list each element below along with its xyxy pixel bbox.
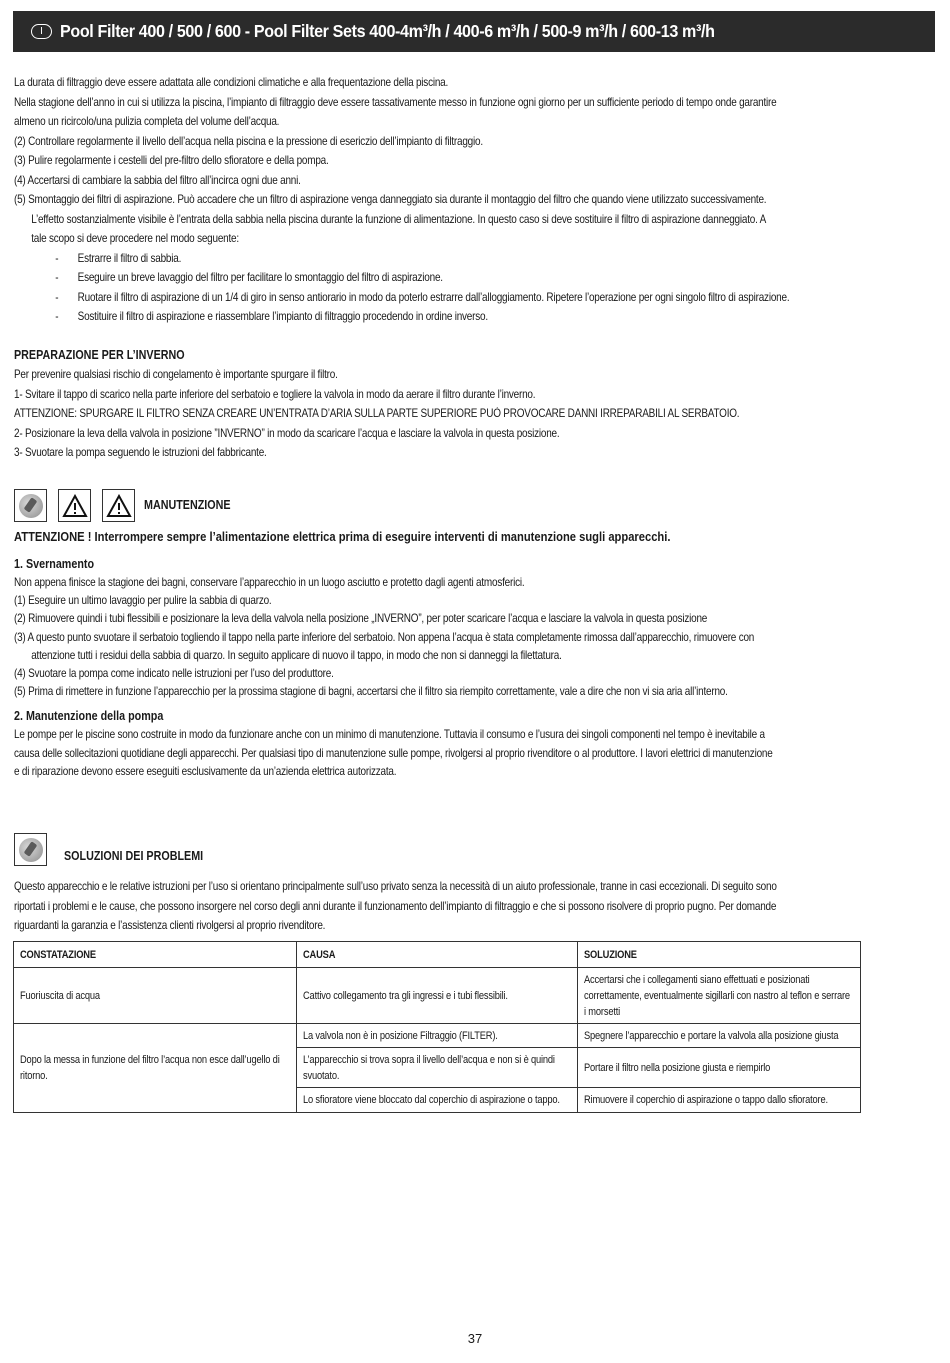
bullet-text: Ruotare il filtro di aspirazione di un 1/4 di giro in senso antiorario in modo da poterlo estrarre dall’alloggiamento. Ripetere l’operazione per ogni singolo filtro di aspirazione. [77, 290, 790, 304]
header-text: CAUSA [302, 948, 335, 961]
text-line: (4) Accertarsi di cambiare la sabbia del filtro all’incirca ogni due anni. [14, 173, 301, 187]
table-header-row [14, 942, 861, 968]
text-line: riguardanti la garanzia e l’assistenza clienti rivolgersi al proprio rivenditore. [14, 919, 326, 932]
text-line: Nella stagione dell’anno in cui si utilizza la piscina, l’impianto di filtraggio deve essere tassativamente messo in funzione ogni giorno per un sufficiente periodo di tempo onde garantire [14, 95, 777, 109]
table-cell [296, 1024, 578, 1048]
cell-text: Dopo la messa in funzione del filtro l’acqua non esce dall’ugello di ritorno. [20, 1054, 280, 1082]
warning-triangle-icon [58, 489, 91, 522]
text-line: La durata di filtraggio deve essere adattata alle condizioni climatiche e alla frequentazione della piscina. [14, 76, 449, 89]
cell-text: Spegnere l’apparecchio e portare la valvola alla posizione giusta [584, 1029, 839, 1042]
text-line: almeno un ricircolo/una pulizia completa del volume dell’acqua. [14, 115, 280, 128]
bullet-item: - Estrarre il filtro di sabbia. [55, 251, 182, 265]
text-line: tale scopo si deve procedere nel modo seguente: [31, 232, 239, 245]
section-heading: PREPARAZIONE PER L’INVERNO [14, 348, 185, 362]
text-line: 3- Svuotare la pompa seguendo le istruzioni del fabbricante. [14, 446, 267, 459]
table-cell [578, 1048, 861, 1088]
maintenance-heading: MANUTENZIONE [144, 498, 231, 512]
winter-section [14, 346, 874, 463]
header-text: SOLUZIONE [584, 948, 638, 961]
table-row [14, 1024, 861, 1048]
cell-text: Lo sfioratore viene bloccato dal coperchio di aspirazione o tappo. [302, 1094, 560, 1106]
text-line: (2) Rimuovere quindi i tubi flessibili e posizionare la leva della valvola nella posizione „INVERNO”, per poter scaricare l’acqua e lasciare la valvola in questa posizione [14, 612, 708, 626]
text-line: (3) Pulire regolarmente i cestelli del pre-filtro dello sfioratore e della pompa. [14, 154, 329, 167]
electrical-warning-icon [102, 489, 135, 522]
text-line: Questo apparecchio e le relative istruzioni per l’uso si orientano principalmente sull’uso privato senza la necessità di un aiuto professionale, tranne in casi eccezionali. Di seguito sono [14, 880, 777, 893]
cell-text: L’apparecchio si trova sopra il livello dell’acqua e non si è quindi svuotato. [302, 1053, 555, 1082]
cell-text: La valvola non è in posizione Filtraggio (FILTER). [302, 1029, 498, 1042]
troubleshooting-table [13, 941, 861, 1113]
text-line: (3) A questo punto svuotare il serbatoio togliendo il tappo nella parte inferiore del serbatoio. Non appena l’acqua è stata completamente rimossa dall’apparecchio, rimuovere con [14, 630, 755, 644]
troubleshooting-intro [14, 877, 874, 936]
troubleshooting-heading: SOLUZIONI DEI PROBLEMI [64, 849, 204, 863]
bullet-item: - Sostituire il filtro di aspirazione e riassemblare l’impianto di filtraggio procedendo in ordine inverso. [55, 310, 488, 323]
cell-text: Fuoriuscita di acqua [20, 989, 100, 1002]
table-cell [296, 1088, 578, 1113]
subsection-heading: 1. Svernamento [14, 557, 95, 571]
page-title: Pool Filter 400 / 500 / 600 - Pool Filter Sets 400-4m³/h / 400-6 m³/h / 500-9 m³/h / 600-13 m³/h [60, 21, 715, 41]
text-line: 2- Posizionare la leva della valvola in posizione ”INVERNO” in modo da scaricare l’acqua e lasciare la valvola in questa posizione. [14, 426, 560, 440]
maintenance-tool-icon [14, 489, 47, 522]
text-line: Non appena finisce la stagione dei bagni, conservare l’apparecchio in un luogo asciutto e protetto dagli agenti atmosferici. [14, 576, 525, 589]
bullet-text: Estrarre il filtro di sabbia. [77, 251, 182, 265]
cell-text: Accertarsi che i collegamenti siano effettuati e posizionati correttamente, eventualmente sigillarli con nastro al teflon e serrare i morsetti [584, 973, 851, 1018]
troubleshooting-tool-icon [14, 833, 47, 866]
text-line: Le pompe per le piscine sono costruite in modo da funzionare anche con un minimo di manutenzione. Tuttavia il consumo e l’usura dei singoli componenti nel tempo è inevitabile a [14, 728, 765, 742]
text-line: attenzione tutti i residui della sabbia di quarzo. In seguito applicare di nuovo il tappo, in modo che non si danneggi la filettatura. [31, 648, 562, 662]
table-cell [578, 968, 861, 1024]
maintenance-section [14, 527, 874, 781]
text-line: causa delle sollecitazioni quotidiane degli apparecchi. Per qualsiasi tipo di manutenzione sulle pompe, rivolgersi al proprio rivenditore o al produttore. I lavori elettrici di manutenzione [14, 746, 773, 760]
column-header [14, 942, 297, 968]
header-text: CONSTATAZIONE [20, 948, 96, 961]
subsection-heading: 2. Manutenzione della pompa [14, 709, 164, 724]
table-cell [296, 968, 578, 1024]
text-line: riportati i problemi e le cause, che possono insorgere nel corso degli anni durante il funzionamento dell’impianto di filtraggio e che si possono risolvere di proprio pugno. Per domande [14, 899, 777, 913]
text-line: (4) Svuotare la pompa come indicato nelle istruzioni per l’uso del produttore. [14, 667, 334, 681]
table-cell [14, 968, 297, 1024]
text-line: (5) Prima di rimettere in funzione l’apparecchio per la prossima stagione di bagni, accertarsi che il filtro sia riempito correttamente, vale a dire che non vi sia aria all’interno. [14, 685, 728, 699]
cell-text: Portare il filtro nella posizione giusta e riempirlo [584, 1061, 771, 1074]
cell-text: Cattivo collegamento tra gli ingressi e i tubi flessibili. [302, 989, 508, 1002]
text-line: (1) Eseguire un ultimo lavaggio per pulire la sabbia di quarzo. [14, 594, 272, 608]
text-line: e di riparazione devono essere eseguiti esclusivamente da un’azienda elettrica autorizzata. [14, 764, 397, 778]
text-line: L’effetto sostanzialmente visibile è l’entrata della sabbia nella piscina durante la funzione di alimentazione. In questo caso si deve sostituire il filtro di aspirazione danneggiato. A [31, 212, 767, 226]
text-line: (5) Smontaggio dei filtri di aspirazione. Può accadere che un filtro di aspirazione venga danneggiato sia durante il montaggio del filtro che quando viene utilizzato successivamente. [14, 193, 767, 206]
language-badge: I [31, 24, 52, 39]
bullet-item: - Ruotare il filtro di aspirazione di un 1/4 di giro in senso antiorario in modo da poterlo estrarre dall’alloggiamento. Ripetere l’operazione per ogni singolo filtro di aspirazione. [55, 290, 790, 304]
intro-section [14, 73, 874, 327]
text-line: 1- Svitare il tappo di scarico nella parte inferiore del serbatoio e togliere la valvola in modo da aerare il filtro durante l’inverno. [14, 387, 536, 401]
column-header [578, 942, 861, 968]
text-line: Per prevenire qualsiasi rischio di congelamento è importante spurgare il filtro. [14, 368, 338, 381]
page-number: 37 [467, 1331, 483, 1346]
bullet-item: - Eseguire un breve lavaggio del filtro per facilitare lo smontaggio del filtro di aspirazione. [55, 271, 443, 284]
warning-text: ATTENZIONE ! Interrompere sempre l’alimentazione elettrica prima di eseguire interventi di manutenzione sugli apparecchi. [14, 529, 671, 544]
text-line: (2) Controllare regolarmente il livello dell’acqua nella piscina e la pressione di esericzio dell’impianto di filtraggio. [14, 134, 483, 148]
bullet-text: Sostituire il filtro di aspirazione e riassemblare l’impianto di filtraggio procedendo in ordine inverso. [77, 310, 488, 323]
table-row [14, 968, 861, 1024]
column-header [296, 942, 578, 968]
table-cell [14, 1024, 297, 1113]
cell-text: Rimuovere il coperchio di aspirazione o tappo dallo sfioratore. [584, 1094, 829, 1106]
table-cell [296, 1048, 578, 1088]
table-cell [578, 1088, 861, 1113]
table-cell [578, 1024, 861, 1048]
header-banner [13, 11, 935, 52]
bullet-text: Eseguire un breve lavaggio del filtro per facilitare lo smontaggio del filtro di aspirazione. [77, 271, 443, 284]
text-line: ATTENZIONE: SPURGARE IL FILTRO SENZA CREARE UN’ENTRATA D’ARIA SULLA PARTE SUPERIORE PUÒ PROVOCARE DANNI IRREPARABILI AL SERBATOIO. [14, 407, 740, 420]
